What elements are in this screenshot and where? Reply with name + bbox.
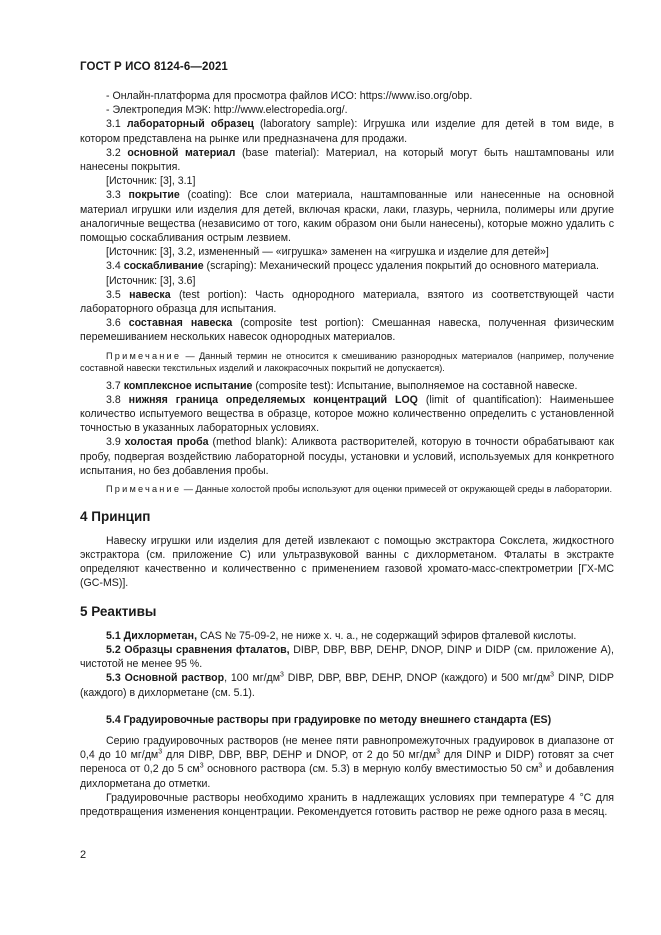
term-3-1: 3.1 лабораторный образец (laboratory sample): Игрушка или изделие для детей в том виде, в котором представлена на рынке или предназначена для продажи.	[80, 118, 614, 145]
bullet-item: - Электропедия МЭК: http://www.electropedia.org/.	[106, 104, 348, 117]
subsection-heading-5-4: 5.4 Градуировочные растворы при градуировке по методу внешнего стандарта (ES)	[106, 713, 552, 726]
page-body	[80, 89, 614, 819]
term-3-4: 3.4 соскабливание (scraping): Механический процесс удаления покрытий до основного материала.	[106, 260, 599, 273]
section-heading-5: 5 Реактивы	[80, 603, 157, 619]
section-4-text: Навеску игрушки или изделия для детей извлекают с помощью экстрактора Сокслета, жидкостного экстрактора (см. приложение C) или ультразвуковой ванны с дихлорметаном. Фталаты в экстракте определяют качественно и количественно с применением газовой хромато-масс-спектрометрии [ГХ-МС (GC-MS)].	[80, 534, 614, 590]
note: Примечание — Данные холостой пробы используют для оценки примесей от окружающей среды в лаборатории.	[106, 484, 613, 495]
reagent-5-1: 5.1 Дихлорметан, CAS № 75-09-2, не ниже х. ч. а., не содержащий эфиров фталевой кислоты.	[106, 629, 577, 642]
term-3-2: 3.2 основной материал (base material): Материал, на который могут быть наштампованы или нанесены покрытия.	[80, 146, 614, 174]
term-3-7: 3.7 комплексное испытание (composite test): Испытание, выполняемое на составной навеске.	[106, 379, 578, 392]
reagent-5-3: 5.3 Основной раствор, 100 $мг/дм^3$ DIBP, DBP, BBP, DEHP, DNOP (каждого) и 500 $мг/дм^3$ DINP, DIDP (каждого) в дихлорметане (см. 5.1).	[80, 671, 614, 699]
section-heading-4: 4 Принцип	[80, 508, 151, 524]
reagent-5-2: 5.2 Образцы сравнения фталатов, DIBP, DBP, BBP, DEHP, DNOP, DINP и DIDP (см. приложение А), чистотой не менее 95 %.	[80, 644, 614, 671]
term-3-9: 3.9 холостая проба (method blank): Аликвота растворителей, которую в точности обрабатывают как пробу, подвергая воздействию лабораторной посуды, установки и условий, используемых для конкретного испытания, но без добавления пробы.	[80, 436, 614, 477]
storage-text: Градуировочные растворы необходимо хранить в надлежащих условиях при температуре 4 °С для предотвращения изменения концентрации. Рекомендуется готовить раствор не реже одного раза в месяц.	[80, 791, 614, 819]
term-source: [Источник: [3], 3.1]	[106, 175, 196, 188]
term-source: [Источник: [3], 3.6]	[106, 274, 196, 287]
term-3-5: 3.5 навеска (test portion): Часть однородного материала, взятого из соответствующей части лабораторного образца для испытания.	[80, 288, 614, 316]
term-3-8: 3.8 нижняя граница определяемых концентраций LOQ (limit of quantification): Наименьшее количество испытуемого вещества в образце, которое можно количественно определить с установленной точностью в указанных лабораторных условиях.	[80, 393, 615, 435]
term-3-3: 3.3 покрытие (coating): Все слои материала, наштампованные или нанесенные на основной материал игрушки или изделия для детей, включая краски, лаки, глазурь, чернила, полимеры или другие аналогичные вещества (независимо от того, каким образом они были нанесены), которые можно удалить с помощью соскабливания острым лезвием.	[80, 189, 614, 245]
page-number: 2	[80, 849, 87, 861]
calibration-text: Серию градуировочных растворов (не менее пяти равнопромежуточных градуировок в диапазоне от 0,4 до 10 $мг/дм^3$ для DIBP, DBP, BBP, DEHP и DNOP, от 2 до 50 $мг/дм^3$ для DINP и DIDP) готовят за счет переноса от 0,2 до 5 $см^3$ основного раствора (см. 5.3) в мерную колбу вместимостью 50 $см^3$ и добавления дихлорметана до отметки.	[80, 735, 615, 790]
note: Примечание — Данный термин не относится к смешиванию разнородных материалов (например, получение составной навески текстильных изделий и лакокрасочных покрытий не допускается).	[80, 350, 614, 374]
bullet-item: - Онлайн-платформа для просмотра файлов ИСО: https://www.iso.org/obp.	[106, 90, 473, 102]
document-header: ГОСТ Р ИСО 8124-6—2021	[80, 61, 228, 73]
term-source: [Источник: [3], 3.2, измененный — «игрушка» заменен на «игрушка и изделие для детей»]	[106, 246, 549, 259]
term-3-6: 3.6 составная навеска (composite test portion): Смешанная навеска, полученная физическим перемешиванием нескольких навесок однородных материалов.	[80, 317, 614, 344]
